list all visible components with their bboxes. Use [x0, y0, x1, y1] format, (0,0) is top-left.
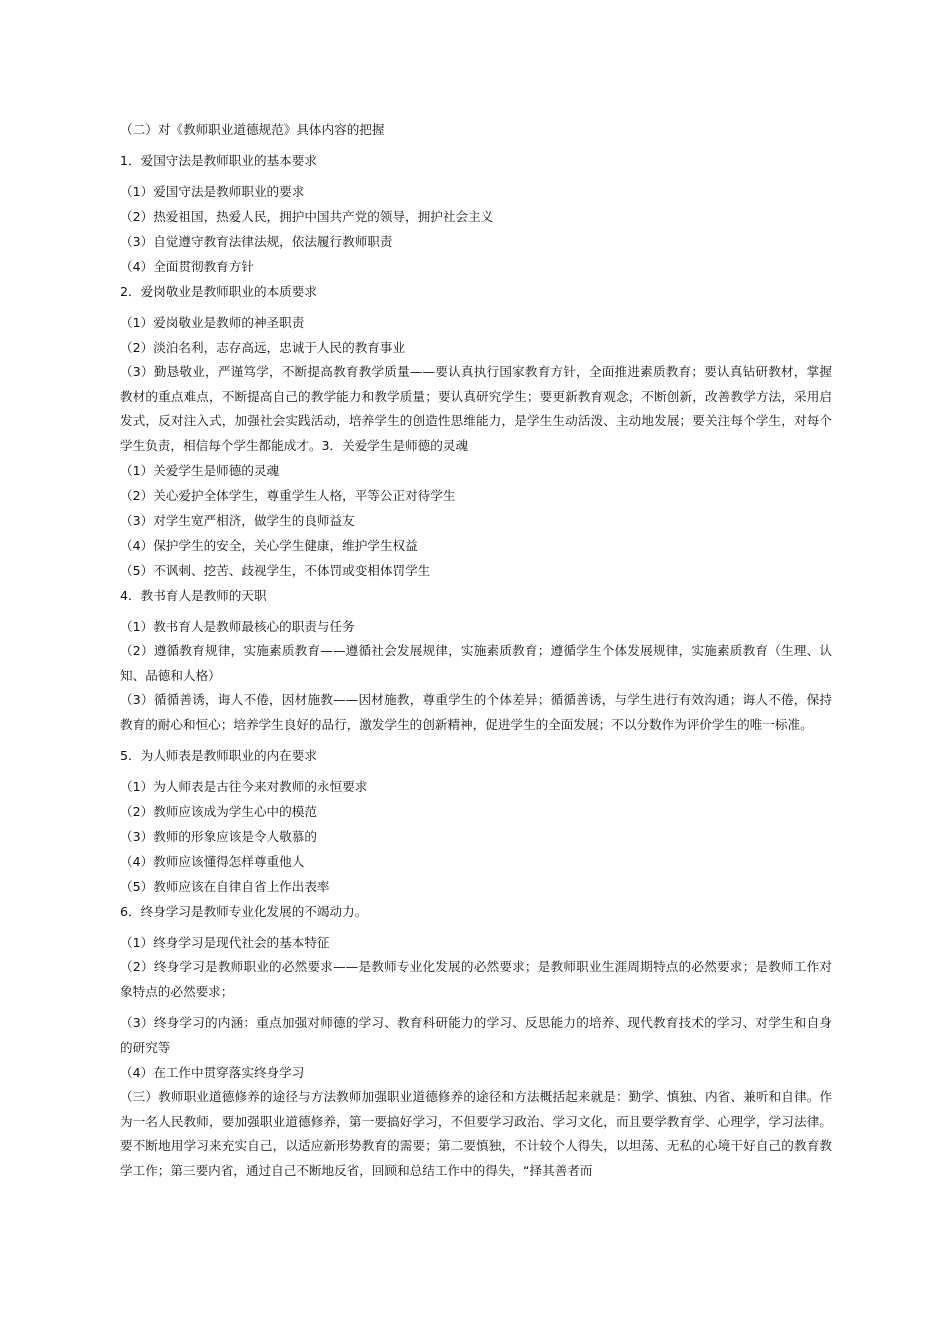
subsection-heading: 6．终身学习是教师专业化发展的不竭动力。 — [120, 904, 368, 919]
document-page — [120, 117, 832, 1183]
subsection-heading: 2．爱岗敬业是教师职业的本质要求 — [120, 284, 317, 299]
list-item: （3）对学生宽严相济，做学生的良师益友 — [120, 513, 355, 528]
list-item: （1）为人师表是古往今来对教师的永恒要求 — [120, 779, 368, 794]
list-item: （2）关心爱护全体学生，尊重学生人格，平等公正对待学生 — [120, 488, 456, 503]
list-item: （5）教师应该在自律自省上作出表率 — [120, 879, 330, 894]
list-item: （4）在工作中贯穿落实终身学习 — [120, 1065, 305, 1080]
list-item: （4）全面贯彻教育方针 — [120, 259, 254, 274]
paragraph: （3）终身学习的内涵：重点加强对师德的学习、教育科研能力的学习、反思能力的培养、现代教育技术的学习、对学生和自身的研究等 — [120, 1015, 832, 1055]
paragraph: （2）遵循教育规律，实施素质教育——遵循社会发展规律，实施素质教育；遵循学生个体发展规律，实施素质教育（生理、认知、品德和人格） — [120, 643, 832, 683]
list-item: （1）爱岗敬业是教师的神圣职责 — [120, 315, 305, 330]
list-item: （2）热爱祖国，热爱人民，拥护中国共产党的领导，拥护社会主义 — [120, 209, 494, 224]
list-item: （3）教师的形象应该是令人敬慕的 — [120, 829, 317, 844]
list-item: （4）教师应该懂得怎样尊重他人 — [120, 854, 305, 869]
subsection-heading: 4．教书育人是教师的天职 — [120, 588, 267, 603]
list-item: （2）教师应该成为学生心中的模范 — [120, 804, 317, 819]
section-heading: （二）对《教师职业道德规范》具体内容的把握 — [120, 122, 385, 137]
paragraph: （三）教师职业道德修养的途径与方法教师加强职业道德修养的途径和方法概括起来就是：勤学、慎独、内省、兼听和自律。作为一名人民教师，要加强职业道德修养，第一要搞好学习，不但要学习政治、学习文化，而且要学教育学、心理学，学习法律。要不断地用学习来充实自己，以适应新形势教育的需要；第二要慎独，不计较个人得失，以坦荡、无私的心境干好自己的教育教学工作；第三要内省，通过自己不断地反省，回顾和总结工作中的得失，“择其善者而 — [120, 1089, 832, 1178]
list-item: （1）爱国守法是教师职业的要求 — [120, 184, 305, 199]
list-item: （2）淡泊名利，志存高远，忠诚于人民的教育事业 — [120, 340, 406, 355]
list-item: （5）不讽刺、挖苦、歧视学生，不体罚或变相体罚学生 — [120, 563, 431, 578]
list-item: （1）终身学习是现代社会的基本特征 — [120, 935, 330, 950]
list-item: （3）自觉遵守教育法律法规，依法履行教师职责 — [120, 234, 393, 249]
list-item: （4）保护学生的安全，关心学生健康，维护学生权益 — [120, 538, 418, 553]
subsection-heading: 1．爱国守法是教师职业的基本要求 — [120, 153, 317, 168]
list-item: （1）关爱学生是师德的灵魂 — [120, 463, 280, 478]
list-item: （1）教书育人是教师最核心的职责与任务 — [120, 619, 355, 634]
paragraph: （2）终身学习是教师职业的必然要求——是教师专业化发展的必然要求；是教师职业生涯周期特点的必然要求；是教师工作对象特点的必然要求； — [120, 959, 832, 999]
paragraph: （3）循循善诱，诲人不倦，因材施教——因材施教，尊重学生的个体差异；循循善诱，与学生进行有效沟通；诲人不倦，保持教育的耐心和恒心；培养学生良好的品行，激发学生的创新精神，促进学生的全面发展；不以分数作为评价学生的唯一标准。 — [120, 692, 832, 732]
paragraph: （3）勤恳敬业，严谨笃学，不断提高教育教学质量——要认真执行国家教育方针，全面推进素质教育；要认真钻研教材，掌握教材的重点难点，不断提高自己的教学能力和教学质量；要认真研究学生；要更新教育观念，不断创新，改善教学方法，采用启发式，反对注入式，加强社会实践活动，培养学生的创造性思维能力，是学生生动活泼、主动地发展；要关注每个学生，对每个学生负责，相信每个学生都能成才。3．关爱学生是师德的灵魂 — [120, 364, 832, 453]
subsection-heading: 5．为人师表是教师职业的内在要求 — [120, 748, 317, 763]
